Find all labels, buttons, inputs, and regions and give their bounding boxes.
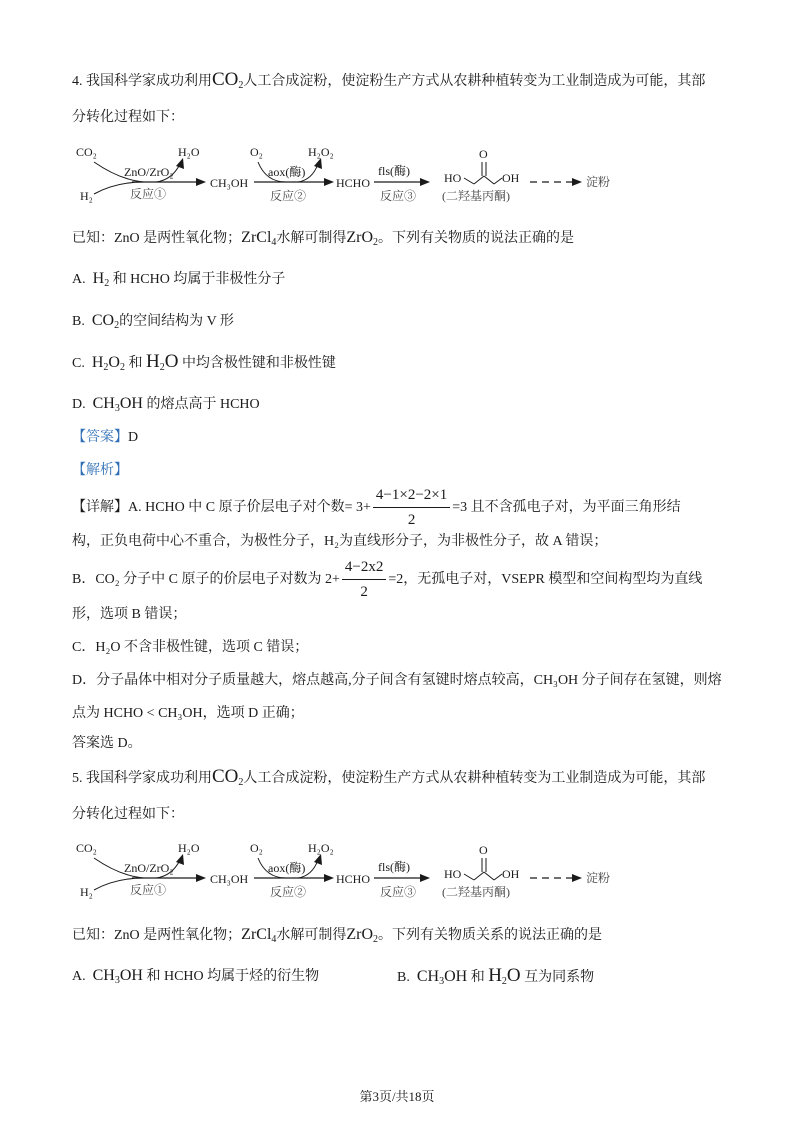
q4-option-d: D. $CH_3OH$ 的熔点高于 HCHO	[72, 395, 260, 414]
svg-text:aox(酶): aox(酶)	[268, 861, 306, 875]
q4-stem-text-cont: 人工合成淀粉，使淀粉生产方式从农耕种植转变为工业制造成为可能，其部	[243, 74, 706, 89]
svg-text:HCHO: HCHO	[336, 872, 371, 886]
svg-text:H₂O: H₂O	[178, 841, 200, 855]
svg-text:淀粉: 淀粉	[586, 871, 611, 885]
svg-text:OH: OH	[502, 867, 520, 881]
answer-tag: 【答案】	[72, 430, 128, 445]
svg-text:fls(酶): fls(酶)	[378, 860, 410, 874]
q5-options-row	[72, 966, 732, 987]
q4-detail-d-line2: 点为 HCHO < CH₃OH，选项 D 正确；	[72, 706, 304, 721]
svg-text:H₂: H₂	[80, 189, 93, 203]
svg-text:ZnO/ZrO₂: ZnO/ZrO₂	[124, 165, 174, 179]
q4-detail-b-line2: 形，选项 B 错误；	[72, 607, 187, 622]
q5-option-a: A. $CH_3OH$ 和 HCHO 均属于烃的衍生物	[72, 967, 320, 986]
q4-conclusion: 答案选 D。	[72, 736, 142, 751]
svg-text:O: O	[479, 147, 488, 161]
q4-option-c: C. $H_2O_2$ 和 $H_2O$ 中均含极性键和非极性键	[72, 351, 336, 373]
svg-text:CO₂: CO₂	[76, 841, 97, 855]
dashed-arrow-to-starch	[530, 174, 610, 189]
q4-option-a: A. $H_2$ 和 HCHO 均属于非极性分子	[72, 270, 286, 289]
analysis-tag: 【解析】	[72, 463, 128, 478]
q4-reaction-diagram	[72, 142, 632, 204]
svg-text:O₂: O₂	[250, 145, 263, 159]
svg-text:CH₃OH: CH₃OH	[210, 176, 249, 190]
q4-answer	[72, 428, 138, 448]
answer-value: D	[128, 430, 139, 445]
reaction-2	[250, 145, 334, 203]
q4-known-conditions: 已知：ZnO 是两性氧化物；ZrCl$_4$水解可制得ZrO$_2$。下列有关物质的说法正确的是	[72, 229, 575, 248]
svg-text:H₂O₂: H₂O₂	[308, 145, 334, 159]
svg-text:O₂: O₂	[250, 841, 263, 855]
svg-text:HO: HO	[444, 171, 462, 185]
reaction-1	[76, 145, 206, 203]
svg-text:CO₂: CO₂	[76, 145, 97, 159]
svg-text:H₂O: H₂O	[178, 145, 200, 159]
q4-detail-b-line1: B．CO₂ 分子中 C 原子的价层电子对数为 2+ $\frac{4-2x2}{2}$ =2，无孤电子对，VSEPR 模型和空间构型均为直线	[72, 559, 703, 601]
q4-stem-text: 4. 我国科学家成功利用	[72, 74, 212, 89]
svg-text:ZnO/ZrO₂: ZnO/ZrO₂	[124, 861, 174, 875]
fraction-b: $\frac{4-2x2}{2}$	[342, 558, 386, 601]
svg-text:反应②: 反应②	[270, 885, 307, 899]
svg-text:CH₃OH: CH₃OH	[210, 872, 249, 886]
q4-stem-line2: 分转化过程如下：	[72, 110, 184, 125]
svg-text:反应③: 反应③	[380, 885, 417, 899]
svg-text:aox(酶): aox(酶)	[268, 165, 306, 179]
q4-detail-c: C．H₂O 不含非极性键，选项 C 错误；	[72, 640, 309, 655]
page-footer: 第3页/共18页	[359, 1089, 435, 1104]
q4-option-b: B. $CO_2$的空间结构为 V 形	[72, 312, 234, 331]
q5-stem-line2: 分转化过程如下：	[72, 807, 184, 822]
svg-text:HO: HO	[444, 867, 462, 881]
q4-analysis-tag	[72, 461, 128, 481]
fraction-a: $\frac{4-1\times 2-2\times 1}{2}$	[373, 486, 450, 529]
reaction-3	[374, 163, 430, 203]
q4-stem-line1	[72, 70, 705, 92]
q5-reaction-diagram	[72, 838, 632, 900]
svg-text:OH: OH	[502, 171, 520, 185]
svg-text:HCHO: HCHO	[336, 176, 371, 190]
co2-formula: $CO_2$	[212, 69, 244, 91]
svg-text:反应①: 反应①	[130, 187, 167, 201]
svg-text:H₂: H₂	[80, 885, 93, 899]
svg-text:(二羟基丙酮): (二羟基丙酮)	[442, 189, 510, 203]
svg-text:反应①: 反应①	[130, 883, 167, 897]
q5-option-b: B. $CH_3OH$ 和 $H_2O$ 互为同系物	[397, 965, 595, 987]
svg-text:(二羟基丙酮): (二羟基丙酮)	[442, 885, 510, 899]
svg-text:O: O	[479, 843, 488, 857]
svg-text:淀粉: 淀粉	[586, 175, 611, 189]
svg-text:H₂O₂: H₂O₂	[308, 841, 334, 855]
q5-known-conditions: 已知：ZnO 是两性氧化物；ZrCl$_4$水解可制得ZrO$_2$。下列有关物质关系的说法正确的是	[72, 926, 603, 945]
q4-detail-d-line1: D．分子晶体中相对分子质量越大，熔点越高,分子间含有氢键时熔点较高，CH₃OH 分子间存在氢键，则熔	[72, 673, 722, 688]
svg-text:反应②: 反应②	[270, 189, 307, 203]
q4-detail-a-line1: 【详解】A. HCHO 中 C 原子价层电子对个数= 3+ $\frac{4-1\times 2-2\times 1}{2}$ =3 且不含孤电子对，为平面三角形结	[72, 487, 681, 529]
q4-detail-a-line2: 构，正负电荷中心不重合，为极性分子，H₂为直线形分子，为非极性分子，故 A 错误；	[72, 534, 608, 549]
svg-text:fls(酶): fls(酶)	[378, 164, 410, 178]
q5-stem-line1: 5. 我国科学家成功利用$CO_2$人工合成淀粉，使淀粉生产方式从农耕种植转变为工业制造成为可能，其部	[72, 766, 706, 788]
dihydroxyacetone-structure	[442, 147, 520, 203]
svg-text:反应③: 反应③	[380, 189, 417, 203]
